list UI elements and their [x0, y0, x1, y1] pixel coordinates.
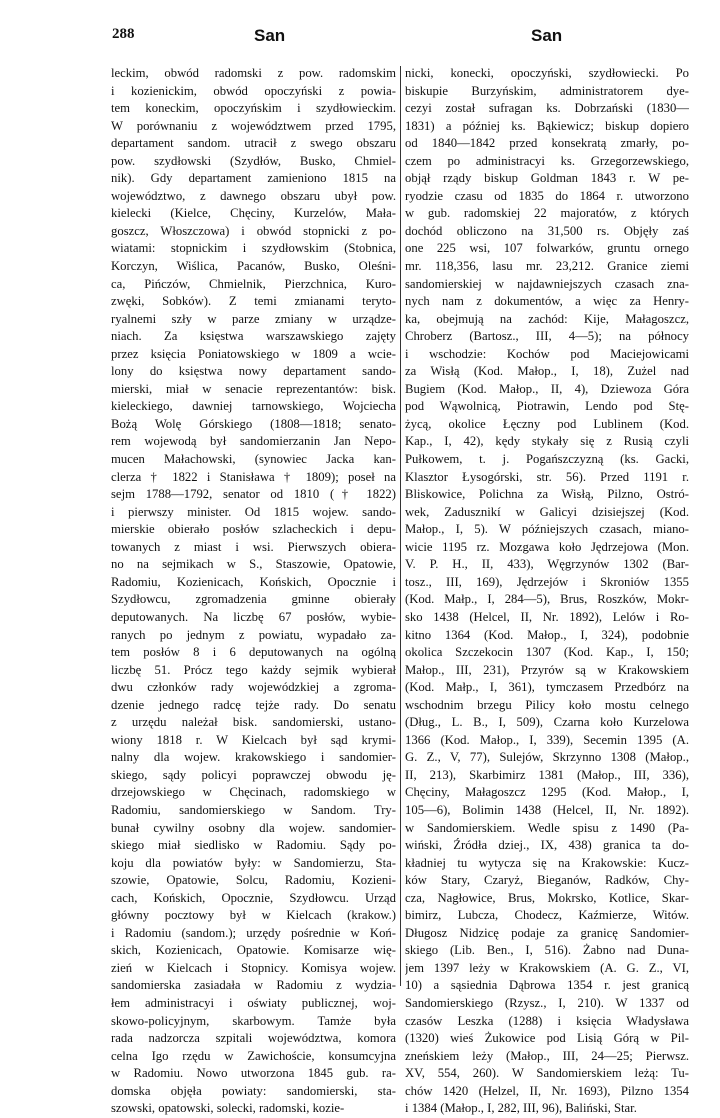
text-line: G. Z., V, 77), Sulejów, Skrzynno 1308 (Małop., — [405, 750, 689, 765]
text-line: 1831) a później ks. Bąkiewicz; biskup dopiero — [405, 118, 689, 133]
text-line: (1320) wieś Żukowice pod Lisią Górą w Pil- — [405, 1031, 689, 1046]
text-line: rada nadzorcza szpitali województwa, komora — [111, 1031, 396, 1046]
text-line: ryodzie czasu od 1835 do 1864 r. utworzono — [405, 188, 689, 203]
text-line: sandomierskiej w najdawniejszych czasach zna- — [405, 276, 689, 291]
text-line: skiego, sądy policyi poprawczej obwodu ję- — [111, 767, 396, 782]
text-line: clerza † 1822 i Stanisława † 1809); poseł na — [111, 469, 396, 484]
text-line: tem posłów 8 i 6 deputowanych na ogólną — [111, 645, 396, 660]
text-line: życą, okolice Łęczny pod Lublinem (Kod. — [405, 416, 689, 431]
text-line: od 1840—1842 przed konsekratą zmarły, po- — [405, 136, 689, 151]
text-line: w Sandomierskiem. Wedle spisu z 1490 (Pa- — [405, 820, 689, 835]
text-line: XV, 554, 260). W Sandomierskiem leżą: Tu- — [405, 1066, 689, 1081]
text-line: przez księcia Poniatowskiego w 1809 a wcie- — [111, 346, 396, 361]
text-line: Korczyn, Wiślica, Pacanów, Busko, Oleśni- — [111, 259, 396, 274]
text-line: cezyi został sufragan ks. Dobrzański (1830— — [405, 101, 689, 116]
text-line: skiego (Lib. Ben., I, 516). Żabno nad Duna- — [405, 943, 689, 958]
text-line: Małop., III, 231), Przyrów są w Krakowskiem — [405, 662, 689, 677]
text-line: szowie, Opatowie, Solcu, Radomiu, Kozieni- — [111, 873, 396, 888]
text-line: kitno 1364 (Kod. Małop., I, 324), podobnie — [405, 627, 689, 642]
text-line: Sandomierskiego (Rzysz., I, 210). W 1337 od — [405, 995, 689, 1010]
text-line: pow. szydłowski (Szydłów, Busko, Chmiel- — [111, 153, 396, 168]
text-line: (Kod. Małp., I, 284—5), Brus, Roszków, Mokr- — [405, 592, 689, 607]
text-line: Bugiem (Kod. Małop., II, 4), Dziewoza Góra — [405, 381, 689, 396]
text-line: goszcz, Włoszczowa) i obwód stopnicki z po- — [111, 223, 396, 238]
headword-left: San — [254, 26, 286, 45]
text-line: i wschodzie: Kochów pod Maciejowicami — [405, 346, 689, 361]
text-line: celna Igo rzędu w Zawichoście, konsumcyjna — [111, 1048, 396, 1063]
text-line: (Kod. Małp., I, 361), tymczasem Przedbórz na — [405, 680, 689, 695]
text-line: sandomierska zasiadała w Radomiu z wydzia- — [111, 978, 396, 993]
text-line: Radomiu, sandomierskiego w Sandom. Try- — [111, 802, 396, 817]
text-line: 105—6), Bolimin 1438 (Helcel, II, Nr. 1892). — [405, 802, 689, 817]
text-line: Kap., I, 42), kędy stykały się z Rusią czyli — [405, 434, 689, 449]
text-line: liczbę 51. Prócz tego każdy sejmik wybierał — [111, 662, 396, 677]
text-line: W porównaniu z województwem przed 1795, — [111, 118, 396, 133]
text-line: pod Wąwolnicą, Piotrawin, Lendo pod Stę- — [405, 399, 689, 414]
text-line: II, 213), Skarbimirz 1381 (Małop., III, 336), — [405, 767, 689, 782]
text-line: koju dla powiatów były: w Sandomierzu, Sta- — [111, 855, 396, 870]
text-line: szowski, opatowski, solecki, radomski, kozie- — [111, 1101, 345, 1116]
text-line: 10) a sąsiednia Dąbrowa 1354 r. jest granicą — [405, 978, 689, 993]
text-line: tem koneckim, opoczyńskim i szydłowieckim. — [111, 101, 396, 116]
text-line: cza, Nagłowice, Brus, Mokrsko, Kotlice, Skar- — [405, 890, 689, 905]
column-divider — [400, 66, 401, 986]
text-line: Bożą Wolę Górskiego (1808—1818; senato- — [111, 416, 396, 431]
text-line: w Radomiu. Nowo utworzona 1845 gub. ra- — [111, 1066, 396, 1081]
text-line: leckim, obwód radomski z pow. radomskim — [111, 66, 396, 80]
text-line: ranych po jednym z powiatu, wypadało za- — [111, 627, 396, 642]
text-line: ków Stary, Czaryż, Bieganów, Radków, Chy- — [405, 873, 689, 888]
text-line: główny pocztowy był w Kielcach (krakow.) — [111, 908, 396, 923]
text-line: za Wisłą (Kod. Małop., I, 18), Zużel nad — [405, 364, 689, 379]
text-line: województwo, z dawnego obszaru ubył pow. — [111, 188, 396, 203]
text-line: (Dług., L. B., I, 509), Czarna koło Kurzelowa — [405, 715, 689, 730]
text-line: Radomiu, Kozienicach, Końskich, Opocznie i — [111, 574, 396, 589]
text-line: wek, Zadusznikí w Galicyi dzisiejszej (Kod. — [405, 504, 689, 519]
text-line: kieleckiego, dawniej tarnowskiego, Wojciecha — [111, 399, 396, 414]
page-number: 288 — [112, 26, 135, 42]
text-line: towanych z miast i wsi. Pierwszych obiera- — [111, 539, 396, 554]
text-line: Szydłowcu, zgromadzenia gminne obierały — [111, 592, 396, 607]
running-header — [0, 0, 720, 50]
text-line: kładniej tu wytycza się na Krakowskie: Kucz- — [405, 855, 689, 870]
left-column — [111, 65, 396, 1118]
text-line: Klasztor Łysogórski, str. 56). Przed 1191 r. — [405, 469, 689, 484]
text-line: mr. 118,356, lasu mr. 23,212. Granice ziemi — [405, 259, 689, 274]
text-line: czem po administracyi ks. Grzegorzewskiego, — [405, 153, 689, 168]
text-line: łem administracyi i oświaty publicznej, woj- — [111, 995, 396, 1010]
text-line: Pułkowem, t. j. Pogańszczyzną (ks. Gacki, — [405, 452, 689, 467]
text-line: drzejowskiego w Chęcinach, radomskiego w — [111, 785, 396, 800]
text-line: biskupie Burzyńskim, administratorem dye- — [405, 83, 689, 98]
text-line: wiatami: stopnickim i szydłowskim (Stobnica, — [111, 241, 396, 256]
text-line: w gub. radomskiej 22 majoratów, z których — [405, 206, 689, 221]
text-line: lony do księstwa nowy departament sando- — [111, 364, 396, 379]
text-line: czasów Leszka (1288) i księcia Władysława — [405, 1013, 689, 1028]
text-line: tosz., III, 169), Jędrzejów i Skroniów 1355 — [405, 574, 689, 589]
text-line: wschodnim brzegu Pilicy koło mostu celnego — [405, 697, 689, 712]
text-line: nik). Gdy departament zamieniono 1815 na — [111, 171, 396, 186]
text-line: departament sandom. utracił z swego obszaru — [111, 136, 396, 151]
text-line: skiego miał siedlisko w Radomiu. Sądy po- — [111, 838, 396, 853]
text-line: dwu członków rady wojewódzkiej a zgroma- — [111, 680, 396, 695]
text-line: jem 1397 leży w Krakowskiem (A. G. Z., VI, — [405, 960, 689, 975]
text-line: objął rządy biskup Goldman 1843 r. W pe- — [405, 171, 689, 186]
text-line: chów 1420 (Helzel, II, Nr. 1693), Pilzno 1354 — [405, 1083, 689, 1098]
text-line: i 1384 (Małop., I, 282, III, 96), Baliński, Star. — [405, 1101, 637, 1116]
text-line: Długosz Nidzicę podaje za granicę Sandomier- — [405, 925, 689, 940]
text-line: wiony 1818 r. W Kielcach był sąd krymi- — [111, 732, 396, 747]
text-line: ka, obejmują na zachód: Kije, Małagoszcz, — [405, 311, 689, 326]
text-line: nych nam z dokumentów, a więc za Henry- — [405, 294, 689, 309]
text-line: i Radomiu (sandom.); urzędy pośrednie w Koń- — [111, 925, 396, 940]
text-line: dochód obliczono na 31,500 rs. Objęły zaś — [405, 223, 689, 238]
right-column — [405, 65, 689, 1118]
text-line: domska objęła powiaty: sandomierski, sta- — [111, 1083, 396, 1098]
text-line: ca, Pińczów, Chmielnik, Pierzchnica, Kuro- — [111, 276, 396, 291]
text-line: okolica Szczekocin 1307 (Kod. Kap., I, 150; — [405, 645, 689, 660]
text-line: sejm 1788—1792, senator od 1810 († 1822) — [111, 487, 396, 502]
text-line: nalny dla wojew. krakowskiego i sandomier- — [111, 750, 396, 765]
text-line: i kozienickim, obwód opoczyński z powia- — [111, 83, 396, 98]
text-line: zień w Kielcach i Stopnicy. Komisya wojew. — [111, 960, 396, 975]
text-line: skowo-policyjnym, skarbowym. Tamże była — [111, 1013, 396, 1028]
text-line: mucen Małachowski, (synowiec Jacka kan- — [111, 452, 396, 467]
text-line: Chroberz (Bartosz., III, 4—5); na północy — [405, 329, 689, 344]
text-line: cach, Końskich, Opocznie, Szydłowcu. Urząd — [111, 890, 396, 905]
text-line: one 225 wsi, 107 folwarków, gruntu ornego — [405, 241, 689, 256]
text-line: zwęki, Sobków). Z temi zmianami teryto- — [111, 294, 396, 309]
text-line: bimirz, Lubcza, Chodecz, Kaźmierze, Witów. — [405, 908, 689, 923]
text-line: rem wojewodą był sandomierzanin Jan Nepo- — [111, 434, 396, 449]
text-line: skich, Kozienicach, Opatowie. Komisarze wię- — [111, 943, 396, 958]
text-line: ryalnemi szły w parze zmiany w urządze- — [111, 311, 396, 326]
text-line: dzenie jednego radcę tejże rady. Do senatu — [111, 697, 396, 712]
text-line: sko 1438 (Helcel, II, Nr. 1892), Lelów i Ro- — [405, 609, 689, 624]
text-line: Bliskowice, Polichna za Wisłą, Pilzno, Ostró- — [405, 487, 689, 502]
text-line: nicki, konecki, opoczyński, szydłowiecki. Po — [405, 66, 689, 80]
text-line: Małop., I, 5). W późniejszych czasach, miano- — [405, 522, 689, 537]
headword-right: San — [531, 26, 563, 45]
text-line: no na sejmikach w S., Staszowie, Opatowie, — [111, 557, 396, 572]
text-line: mierskie obierało posłów szlacheckich i depu- — [111, 522, 396, 537]
text-line: bunał cywilny osobny dla wojew. sandomier- — [111, 820, 396, 835]
text-line: deputowanych. Na liczbę 67 posłów, wybie- — [111, 609, 396, 624]
text-line: 1366 (Kod. Małop., I, 339), Secemin 1395 (A. — [405, 732, 689, 747]
text-line: kielecki (Kielce, Chęciny, Kurzelów, Mała- — [111, 206, 396, 221]
text-line: wicie 1195 rz. Mozgawa koło Jędrzejowa (Mon. — [405, 539, 689, 554]
text-line: i pierwszy minister. Od 1815 wojew. sando- — [111, 504, 396, 519]
text-line: zneńskiem leży (Małop., III, 24—25; Pierwsz. — [405, 1048, 689, 1063]
text-line: niach. Za księstwa warszawskiego zajęty — [111, 329, 396, 344]
text-line: mierski, miał w senacie reprezentantów: bisk. — [111, 381, 396, 396]
text-line: Chęciny, Małagoszcz 1295 (Kod. Małop., I, — [405, 785, 689, 800]
text-line: wiński, Źródła dziej., IX, 438) granica ta do- — [405, 838, 689, 853]
text-line: z urzędu należał bisk. sandomierski, ustano- — [111, 715, 396, 730]
text-line: V. P. H., II, 433), Węgrzynów 1302 (Bar- — [405, 557, 689, 572]
